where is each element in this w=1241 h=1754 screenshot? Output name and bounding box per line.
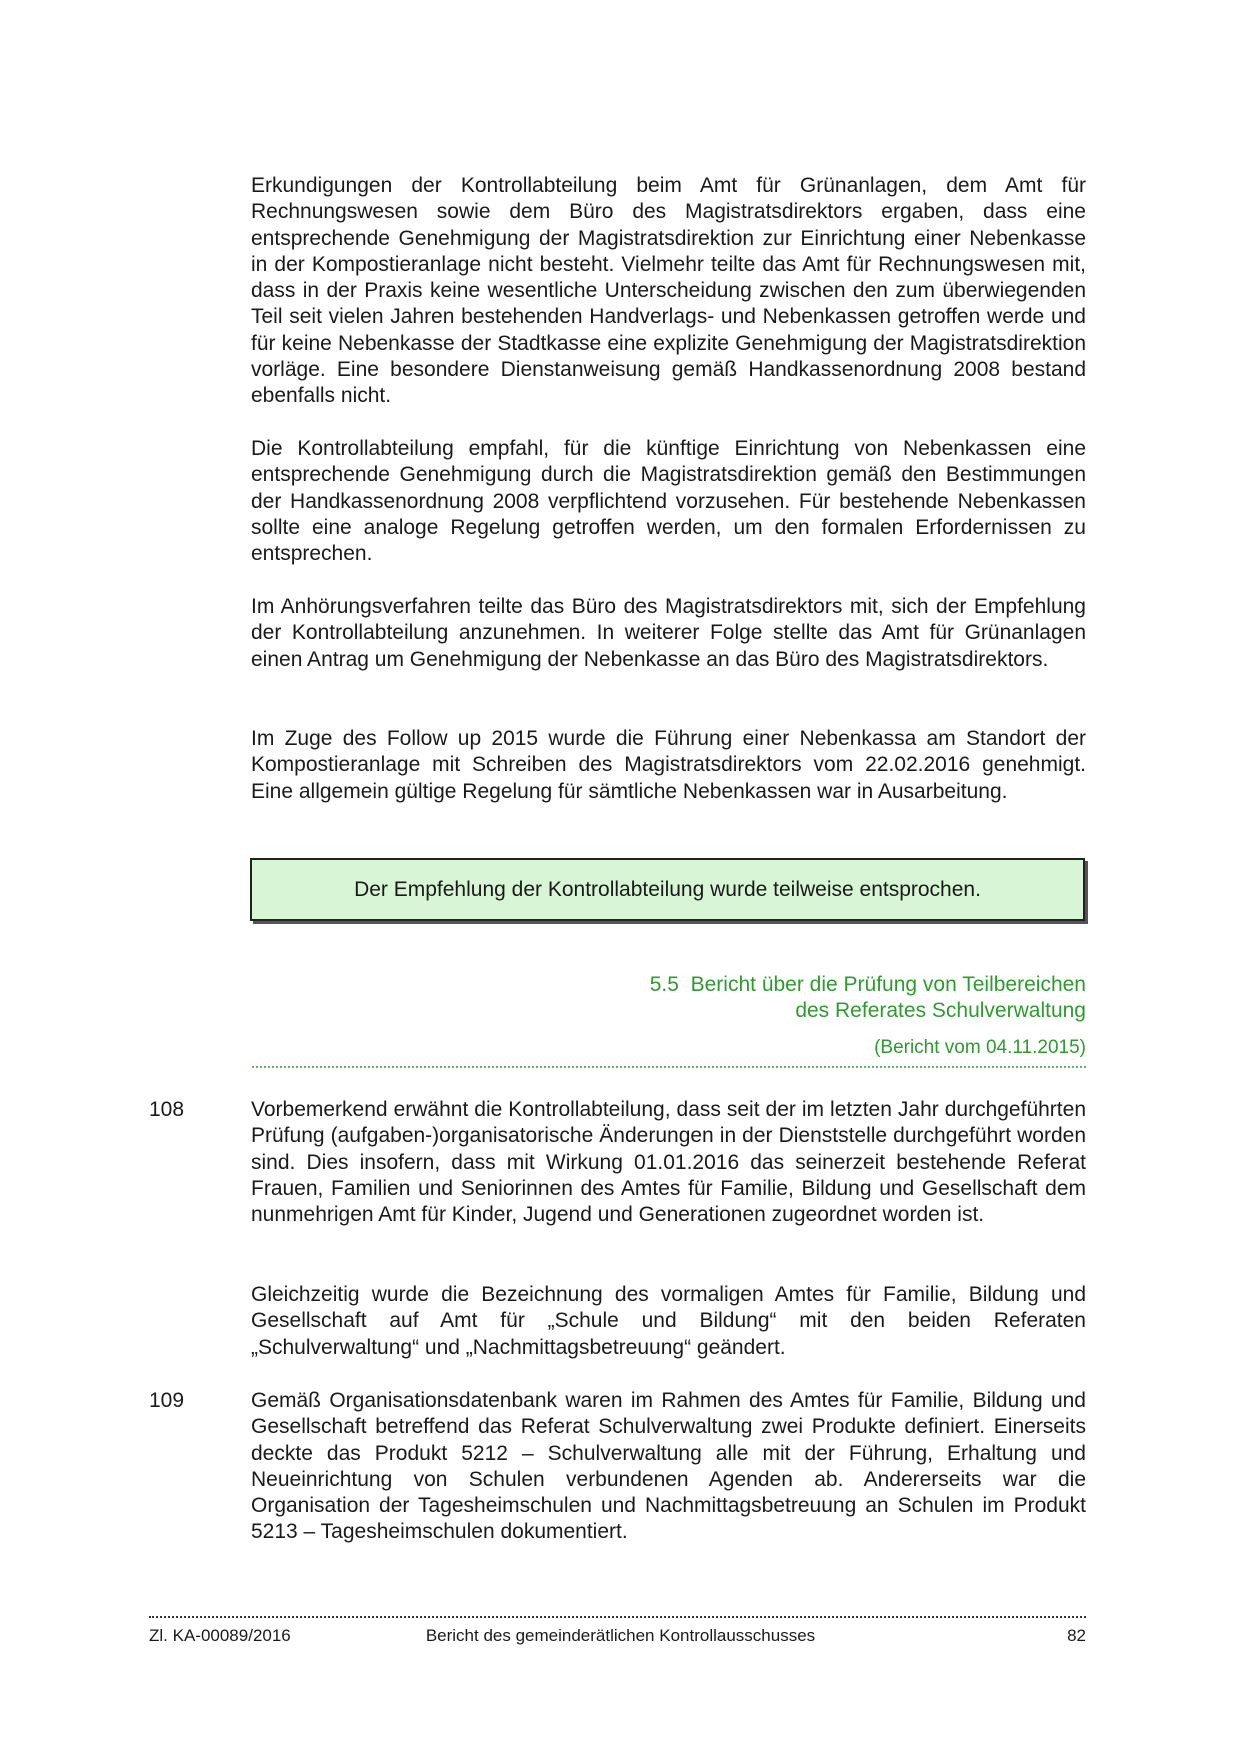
item-number-108: 108 (149, 1098, 185, 1121)
footer-title: Bericht des gemeinderätlichen Kontrollausschusses (425, 1626, 816, 1645)
item-number-109: 109 (149, 1389, 185, 1412)
recommendation-status-text: Der Empfehlung der Kontrollabteilung wurde teilweise entsprochen. (354, 877, 981, 901)
footer-page-number: 82 (1067, 1626, 1086, 1645)
paragraph-recommendation: Die Kontrollabteilung empfahl, für die künftige Einrichtung von Nebenkassen eine entsprechende Genehmigung durch die Magistratsdirektion gemäß den Bestimmungen der Handkassenordnung 2008 verpflichtend vorzusehen. Für bestehende Nebenkassen sollte eine analoge Regelung getroffen werden, um den formalen Erfordernissen zu entsprechen. (251, 437, 1086, 566)
section-divider (252, 1066, 1086, 1068)
section-title-line1: Bericht über die Prüfung von Teilbereichen (690, 973, 1086, 996)
section-title-line2: des Referates Schulverwaltung (795, 999, 1086, 1022)
paragraph-follow-up: Im Zuge des Follow up 2015 wurde die Führung einer Nebenkassa am Standort der Kompostieranlage mit Schreiben des Magistratsdirektors vom 22.02.2016 genehmigt. Eine allgemein gültige Regelung für sämtliche Nebenkassen war in Ausarbeitung. (251, 727, 1086, 803)
section-report-date: (Bericht vom 04.11.2015) (874, 1037, 1086, 1058)
paragraph-hearing: Im Anhörungsverfahren teilte das Büro des Magistratsdirektors mit, sich der Empfehlung der Kontrollabteilung anzunehmen. In weiterer Folge stellte das Amt für Grünanlagen einen Antrag um Genehmigung der Nebenkasse an das Büro des Magistratsdirektors. (251, 595, 1086, 671)
item-108-paragraph-1: Vorbemerkend erwähnt die Kontrollabteilung, dass seit der im letzten Jahr durchgeführten Prüfung (aufgaben-)organisatorische Änderungen in der Dienststelle durchgeführt worden sind. Dies insofern, dass mit Wirkung 01.01.2016 das seinerzeit bestehende Referat Frauen, Familien und Seniorinnen des Amtes für Familie, Bildung und Gesellschaft dem nunmehrigen Amt für Kinder, Jugend und Generationen zugeordnet worden ist. (251, 1098, 1086, 1227)
item-108-paragraph-2: Gleichzeitig wurde die Bezeichnung des vormaligen Amtes für Familie, Bildung und Gesellschaft auf Amt für „Schule und Bildung“ mit den beiden Referaten „Schulverwaltung“ und „Nachmittagsbetreuung“ geändert. (251, 1283, 1086, 1359)
footer-divider (149, 1616, 1086, 1618)
paragraph-inquiry-results: Erkundigungen der Kontrollabteilung beim Amt für Grünanlagen, dem Amt für Rechnungswesen sowie dem Büro des Magistratsdirektors ergaben, dass eine entsprechende Genehmigung der Magistratsdirektion zur Einrichtung einer Nebenkasse in der Kompostieranlage nicht besteht. Vielmehr teilte das Amt für Rechnungswesen mit, dass in der Praxis keine wesentliche Unterscheidung zwischen den zum überwiegenden Teil seit vielen Jahren bestehenden Handverlags- und Nebenkassen getroffen werde und für keine Nebenkasse der Stadtkasse eine explizite Genehmigung der Magistratsdirektion vorläge. Eine besondere Dienstanweisung gemäß Handkassenordnung 2008 bestand ebenfalls nicht. (251, 174, 1086, 408)
recommendation-status-box (250, 858, 1085, 921)
section-heading-line1 (650, 972, 1086, 998)
section-heading (650, 972, 1086, 1024)
section-number: 5.5 (649, 973, 679, 996)
item-109-paragraph-1: Gemäß Organisationsdatenbank waren im Rahmen des Amtes für Familie, Bildung und Gesellschaft betreffend das Referat Schulverwaltung zwei Produkte definiert. Einerseits deckte das Produkt 5212 – Schulverwaltung alle mit der Führung, Erhaltung und Neueinrichtung von Schulen verbundenen Agenden ab. Andererseits war die Organisation der Tagesheimschulen und Nachmittagsbetreuung an Schulen im Produkt 5213 – Tagesheimschulen dokumentiert. (251, 1389, 1086, 1544)
footer-reference: Zl. KA-00089/2016 (149, 1626, 291, 1645)
